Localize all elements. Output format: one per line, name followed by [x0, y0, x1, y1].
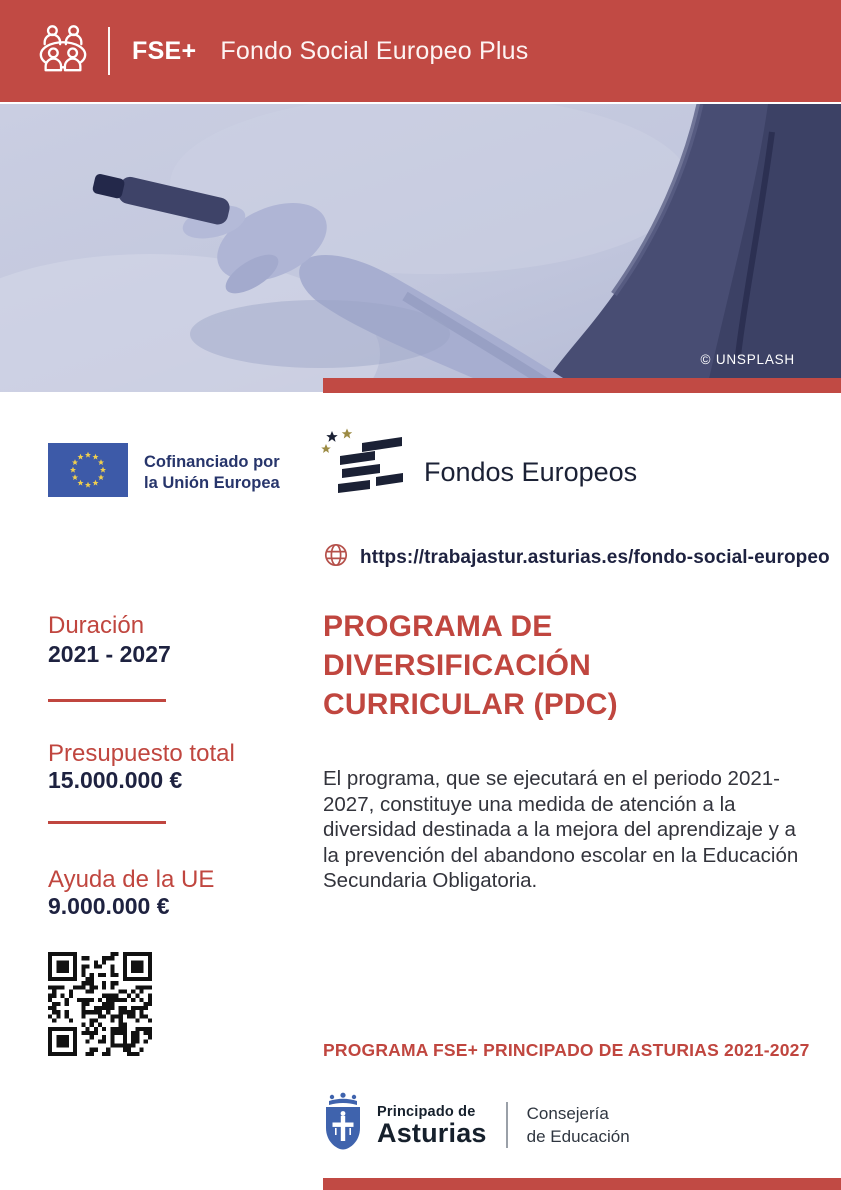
header-bar [0, 0, 841, 102]
page-title-line2: DIVERSIFICACIÓN [323, 649, 592, 682]
fact-divider-2 [48, 821, 166, 824]
asturias-logo-divider [506, 1102, 508, 1148]
department-label [527, 1102, 630, 1148]
fse-brand: FSE+ [132, 36, 197, 65]
eu-cofunded-label [144, 452, 280, 494]
department-line2: de Educación [526, 1126, 630, 1146]
website-row [323, 542, 830, 573]
asturias-logo [323, 1092, 630, 1157]
budget-value: 15.000.000 € [48, 767, 183, 793]
page-title [323, 607, 618, 724]
hero-photo [0, 104, 841, 392]
duration-value: 2021 - 2027 [48, 641, 171, 667]
department-line1: Consejería [526, 1103, 609, 1123]
fact-divider-1 [48, 699, 166, 702]
fondos-europeos-logo [318, 428, 637, 503]
eu-cofunded-logo [48, 443, 280, 502]
bottom-accent-bar [323, 1178, 841, 1190]
qr-code[interactable] [48, 952, 152, 1056]
program-description: El programa, que se ejecutará en el periodo 2021-2027, constituye una medida de atención a la diversidad destinada a la mejora del aprendizaje y a la prevención del abandono escolar en la Educación Secundaria Obligatoria. [323, 767, 799, 892]
hero-photo-illustration [0, 104, 841, 392]
asturias-shield-icon [323, 1092, 363, 1157]
budget-label: Presupuesto total [48, 740, 235, 767]
eu-aid-value: 9.000.000 € [48, 893, 170, 919]
eu-cofunded-line1: Cofinanciado por [144, 452, 280, 471]
eu-aid-label: Ayuda de la UE [48, 866, 215, 893]
website-url[interactable]: https://trabajastur.asturias.es/fondo-social-europeo [360, 546, 830, 568]
header-divider [108, 27, 110, 75]
asturias-wordmark [377, 1104, 487, 1146]
asturias-line1: Principado de [377, 1103, 476, 1120]
photo-credit: © UNSPLASH [700, 352, 795, 367]
eu-cofunded-line2: la Unión Europea [144, 473, 280, 492]
page-title-line3: CURRICULAR (PDC) [323, 688, 618, 721]
duration-label: Duración [48, 612, 145, 639]
photo-accent-bar [323, 378, 841, 393]
asturias-line2: Asturias [377, 1117, 487, 1148]
fondos-europeos-label: Fondos Europeos [424, 457, 638, 487]
people-around-table-icon [34, 22, 92, 81]
fondos-europeos-flag-icon [318, 428, 410, 503]
globe-icon [323, 542, 349, 573]
page-title-line1: PROGRAMA DE [323, 610, 553, 643]
program-footer-line: PROGRAMA FSE+ PRINCIPADO DE ASTURIAS 2021-2027 [323, 1040, 810, 1060]
eu-flag-icon [48, 443, 128, 502]
fse-brand-subtitle: Fondo Social Europeo Plus [220, 36, 529, 65]
